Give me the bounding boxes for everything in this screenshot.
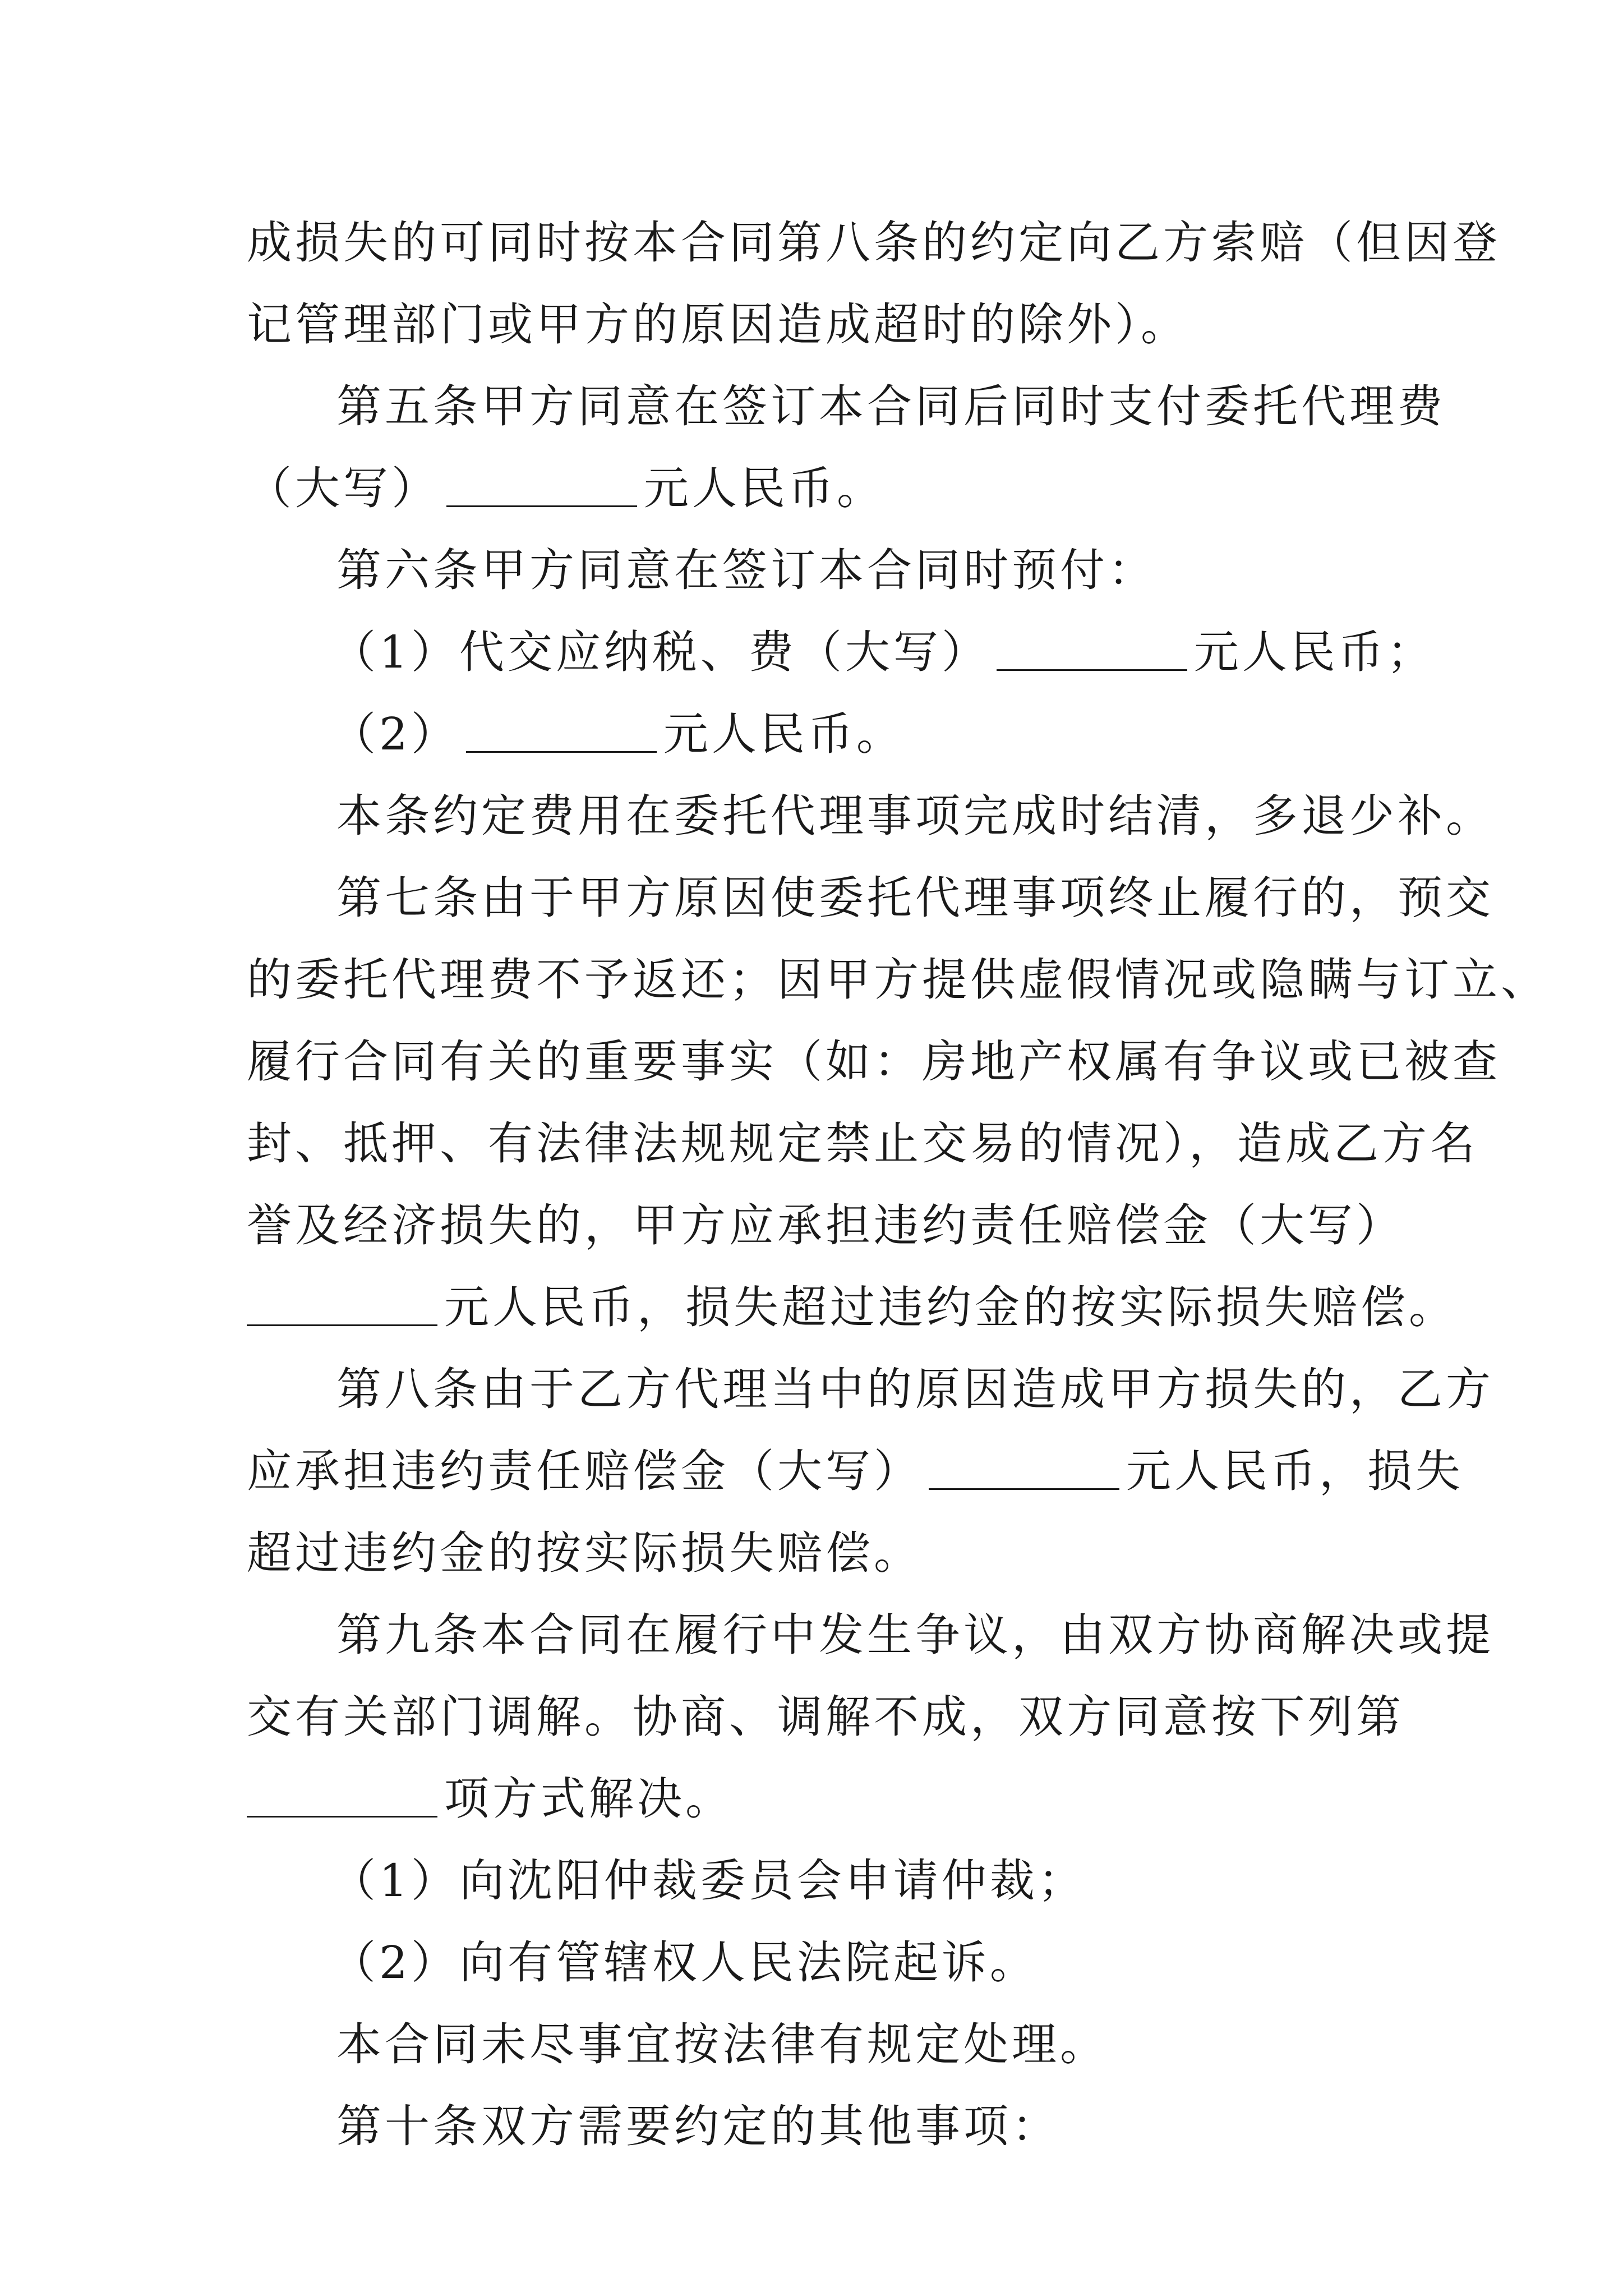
article-9-item-2: （2）向有管辖权人民法院起诉。 [331, 1936, 1038, 1989]
article-9-option-line [247, 1758, 1385, 1840]
article-5-line: 第五条甲方同意在签订本合同后同时支付委托代理费 [336, 380, 1446, 432]
text-line: 记管理部门或甲方的原因造成超时的除外）。 [247, 298, 1189, 351]
fill-in-blank[interactable] [247, 1777, 437, 1818]
text-line: 超过违约金的按实际损失赔偿。 [247, 1527, 922, 1579]
article-6-item-1 [247, 611, 1435, 693]
article-5-fee-line [247, 448, 1385, 530]
text-fragment: 元人民币。 [663, 708, 905, 760]
text-fragment: （大写） [247, 462, 440, 514]
text-fragment: 元人民币，损失 [1126, 1445, 1464, 1497]
text-fragment: （2） [331, 708, 459, 760]
text-line: 交有关部门调解。协商、调解不成，双方同意按下列第 [247, 1691, 1404, 1743]
contract-body [247, 202, 1549, 2168]
text-fragment: 元人民币； [1193, 626, 1435, 678]
text-line: 履行合同有关的重要事实（如：房地产权属有争议或已被查 [247, 1036, 1501, 1088]
fill-in-blank[interactable] [466, 712, 657, 753]
article-9-note: 本合同未尽事宜按法律有规定处理。 [336, 2018, 1108, 2070]
article-7-penalty-line [247, 1267, 1457, 1349]
text-fragment: 项方式解决。 [444, 1773, 734, 1825]
article-6-note: 本条约定费用在委托代理事项完成时结清，多退少补。 [336, 790, 1494, 842]
text-fragment: 应承担违约责任赔偿金（大写） [247, 1445, 922, 1497]
article-9-line: 第九条本合同在履行中发生争议，由双方协商解决或提 [336, 1609, 1494, 1661]
article-8-penalty-line [247, 1430, 1464, 1512]
article-6-item-2 [247, 693, 1385, 775]
text-fragment: 元人民币，损失超过违约金的按实际损失赔偿。 [444, 1281, 1457, 1333]
article-7-line: 第七条由于甲方原因使委托代理事项终止履行的，预交 [336, 872, 1494, 924]
text-fragment: 元人民币。 [644, 462, 885, 514]
fill-in-blank[interactable] [929, 1449, 1119, 1490]
text-line: 成损失的可同时按本合同第八条的约定向乙方索赔（但因登 [247, 217, 1501, 269]
text-line: 的委托代理费不予返还；因甲方提供虚假情况或隐瞒与订立、 [247, 954, 1549, 1006]
fill-in-blank[interactable] [446, 466, 637, 507]
article-10-line: 第十条双方需要约定的其他事项： [336, 2100, 1060, 2152]
text-line: 封、抵押、有法律法规规定禁止交易的情况），造成乙方名 [247, 1117, 1478, 1170]
article-9-item-1: （1）向沈阳仲裁委员会申请仲裁； [331, 1855, 1086, 1907]
article-6-line: 第六条甲方同意在签订本合同时预付： [336, 544, 1156, 596]
fill-in-blank[interactable] [997, 630, 1187, 671]
text-line: 誉及经济损失的，甲方应承担违约责任赔偿金（大写） [247, 1199, 1404, 1251]
text-fragment: （1）代交应纳税、费（大写） [331, 626, 990, 678]
fill-in-blank[interactable] [247, 1285, 437, 1326]
article-8-line: 第八条由于乙方代理当中的原因造成甲方损失的，乙方 [336, 1363, 1494, 1415]
